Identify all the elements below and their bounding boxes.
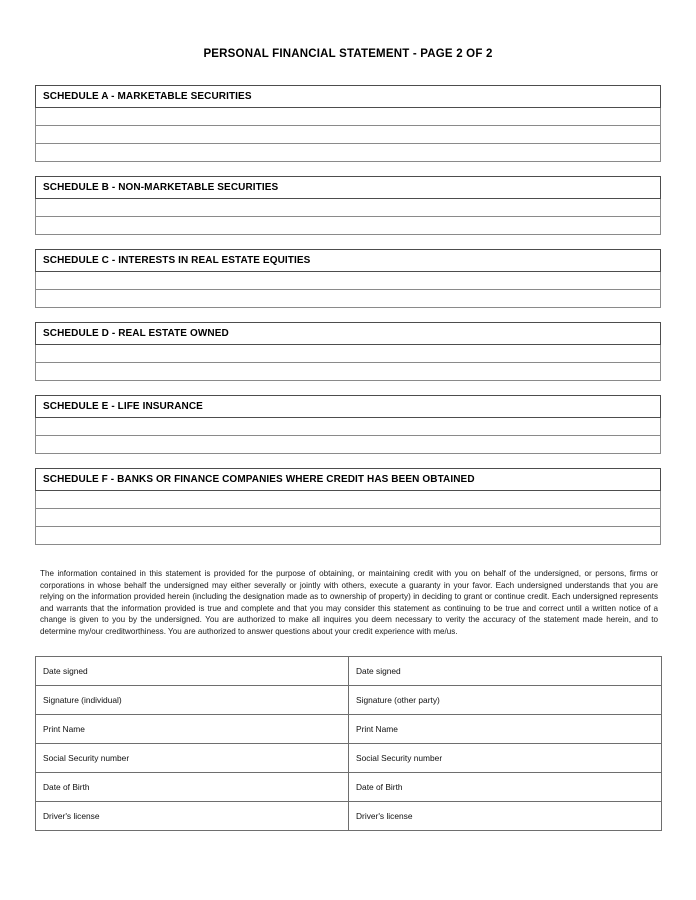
- ssn-other-party-field[interactable]: Social Security number: [349, 743, 662, 772]
- date-signed-individual-field[interactable]: Date signed: [36, 656, 349, 685]
- date-signed-other-party-field[interactable]: Date signed: [349, 656, 662, 685]
- schedule-b-entry-row[interactable]: [36, 199, 661, 217]
- schedule-block-a: [35, 85, 661, 162]
- date-of-birth-individual-field[interactable]: Date of Birth: [36, 772, 349, 801]
- ssn-individual-field[interactable]: Social Security number: [36, 743, 349, 772]
- schedule-block-b: [35, 176, 661, 235]
- legal-disclosure-paragraph: The information contained in this statement is provided for the purpose of obtaining, or maintaining credit with you on behalf of the undersigned, or persons, firms or corporations in whose behalf the undersigned may either severally or jointly with others, execute a guaranty in your favor. Each undersigned understands that you are relying on the information provided herein (including the designation made as to ownership of property) in deciding to grant or continue credit. Each undersigned represents and warrants that the information provided is true and complete and that you may consider this statement as continuing to be true and correct until a written notice of a change is given to you by the undersigned. You are authorized to make all inquires you deem necessary to verity the accuracy of the statement made herein, and to determine my/our creditworthiness. You are authorized to answer questions about your credit experience with me/us.: [40, 569, 658, 636]
- table-row: [36, 772, 662, 801]
- table-row: [36, 714, 662, 743]
- schedule-a-entry-row[interactable]: [36, 108, 661, 126]
- schedule-e-entry-row[interactable]: [36, 436, 661, 454]
- schedule-block-f: [35, 468, 661, 545]
- schedule-a-entry-row[interactable]: [36, 126, 661, 144]
- date-of-birth-other-party-field[interactable]: Date of Birth: [349, 772, 662, 801]
- schedule-a-entry-row[interactable]: [36, 144, 661, 162]
- schedule-d-entry-row[interactable]: [36, 363, 661, 381]
- schedule-b-entry-row[interactable]: [36, 217, 661, 235]
- schedules-section: [0, 85, 696, 545]
- drivers-license-other-party-field[interactable]: Driver's license: [349, 801, 662, 830]
- schedule-c-header: SCHEDULE C - INTERESTS IN REAL ESTATE EQUITIES: [36, 250, 661, 272]
- table-row: [36, 743, 662, 772]
- schedule-block-d: [35, 322, 661, 381]
- schedule-f-entry-row[interactable]: [36, 509, 661, 527]
- drivers-license-individual-field[interactable]: Driver's license: [36, 801, 349, 830]
- schedule-d-entry-row[interactable]: [36, 345, 661, 363]
- table-row: [36, 801, 662, 830]
- schedule-a-header: SCHEDULE A - MARKETABLE SECURITIES: [36, 86, 661, 108]
- signature-section: [0, 638, 696, 831]
- schedule-c-entry-row[interactable]: [36, 272, 661, 290]
- print-name-individual-field[interactable]: Print Name: [36, 714, 349, 743]
- schedule-f-entry-row[interactable]: [36, 527, 661, 545]
- schedule-f-entry-row[interactable]: [36, 491, 661, 509]
- print-name-other-party-field[interactable]: Print Name: [349, 714, 662, 743]
- schedule-e-entry-row[interactable]: [36, 418, 661, 436]
- schedule-f-header: SCHEDULE F - BANKS OR FINANCE COMPANIES WHERE CREDIT HAS BEEN OBTAINED: [36, 469, 661, 491]
- page-title: PERSONAL FINANCIAL STATEMENT - PAGE 2 OF 2: [203, 48, 493, 60]
- schedule-d-header: SCHEDULE D - REAL ESTATE OWNED: [36, 323, 661, 345]
- schedule-c-entry-row[interactable]: [36, 290, 661, 308]
- table-row: [36, 656, 662, 685]
- signature-individual-field[interactable]: Signature (individual): [36, 685, 349, 714]
- schedule-b-header: SCHEDULE B - NON-MARKETABLE SECURITIES: [36, 177, 661, 199]
- signature-other-party-field[interactable]: Signature (other party): [349, 685, 662, 714]
- signature-table: [35, 656, 662, 831]
- table-row: [36, 685, 662, 714]
- schedule-e-header: SCHEDULE E - LIFE INSURANCE: [36, 396, 661, 418]
- schedule-block-e: [35, 395, 661, 454]
- schedule-block-c: [35, 249, 661, 308]
